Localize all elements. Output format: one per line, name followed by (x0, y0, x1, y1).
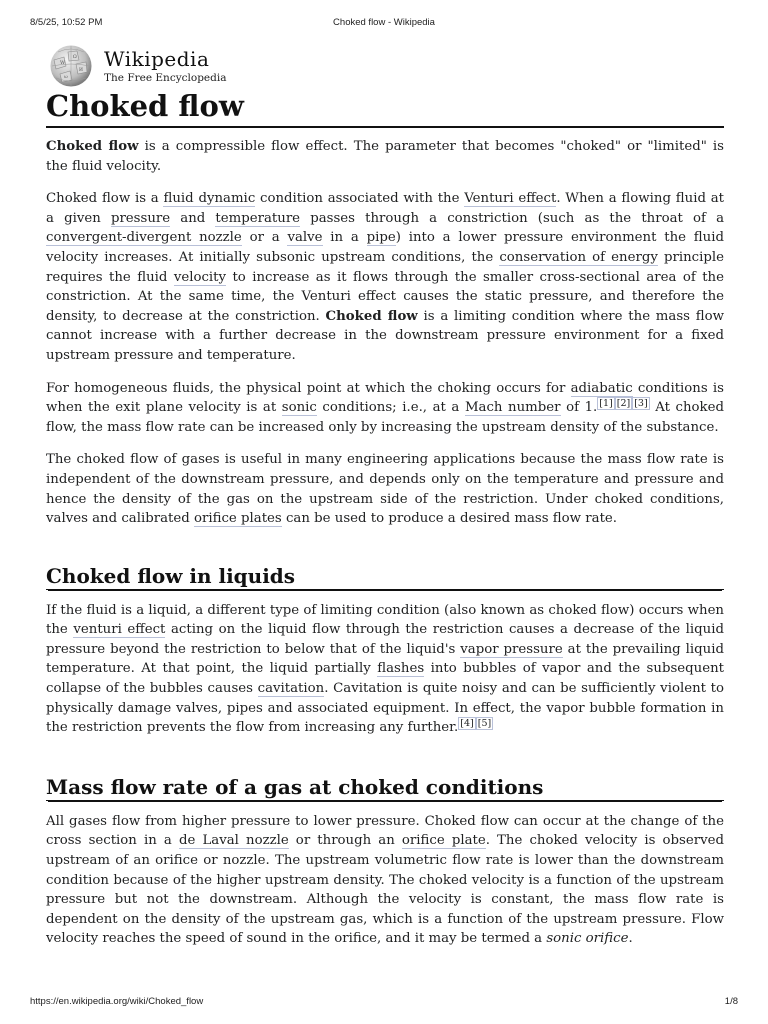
citation-label[interactable]: [3] (634, 398, 648, 410)
text: can be used to produce a desired mass flow rate. (281, 511, 618, 527)
citation-label[interactable]: [4] (460, 718, 474, 730)
page-title: Choked flow (46, 88, 724, 128)
text: in a (322, 230, 367, 246)
text: At choked flow, the mass flow rate can be increased only by increasing the upstream density of the substance. (46, 400, 724, 435)
print-footer (30, 996, 738, 1007)
intro-paragraph (46, 137, 724, 176)
text: For homogeneous fluids, the physical point at which the choking occurs for (46, 380, 571, 396)
paragraph-gas (46, 812, 724, 949)
link-sonic[interactable]: sonic (281, 400, 317, 416)
text: acting on the liquid flow through the restriction causes a decrease of the liquid pressure beyond the restriction to below that of the liquid's (46, 622, 724, 657)
print-page-title: Choked flow - Wikipedia (333, 17, 435, 28)
bold-term: Choked flow (325, 308, 418, 324)
svg-text:Ω: Ω (73, 55, 77, 60)
citation-3[interactable] (632, 397, 649, 410)
text: condition associated with the (255, 191, 465, 207)
globe-puzzle-icon (46, 44, 96, 88)
link-velocity[interactable]: velocity (173, 269, 227, 285)
wikipedia-logo[interactable] (46, 44, 226, 88)
citation-label[interactable]: [5] (477, 718, 492, 730)
link-fluid-dynamic[interactable]: fluid dynamic (163, 191, 256, 207)
emphasis-sonic-orifice: sonic orifice (546, 931, 629, 947)
paragraph-gases (46, 450, 724, 528)
text: Choked flow is a (46, 191, 164, 207)
text: . Cavitation is quite noisy and can be sufficiently violent to physically damage valves, pipes and associated equipment. In effect, the vapor bubble formation in the restriction prevents the flow from increasing any further. (46, 681, 724, 736)
link-adiabatic[interactable]: adiabatic (570, 380, 633, 396)
text: . The choked velocity is observed upstream of an orifice or nozzle. The upstream volumetric flow rate is lower than the downstream condition because of the higher upstream density. The choked velocity is a function of the upstream pressure but not the downstream. Although the velocity is constant, the mass flow rate is dependent on the density of the upstream gas, which is a function of the upstream pressure. Flow velocity reaches the speed of sound in the orifice, and it may be termed a (46, 833, 724, 947)
text: at the prevailing liquid temperature. At that point, the liquid partially (46, 641, 724, 677)
link-venturi-effect[interactable]: Venturi effect (464, 191, 557, 207)
text: passes through a constriction (such as the throat of a (300, 210, 725, 226)
paragraph-venturi (46, 189, 724, 365)
text: conditions is when the exit plane velocity is at (46, 380, 724, 416)
link-venturi-effect-2[interactable]: venturi effect (73, 622, 166, 638)
citation-label[interactable]: [1] (599, 398, 613, 410)
article-content (46, 88, 724, 949)
citation-2[interactable] (615, 397, 632, 410)
print-datetime: 8/5/25, 10:52 PM (30, 17, 103, 28)
citation-4[interactable] (458, 717, 475, 730)
link-conservation-of-energy[interactable]: conservation of energy (499, 249, 658, 265)
link-vapor-pressure[interactable]: vapor pressure (460, 641, 563, 657)
citation-label[interactable]: [2] (616, 398, 631, 410)
svg-text:W: W (60, 60, 66, 66)
link-de-laval-nozzle[interactable]: de Laval nozzle (178, 833, 289, 849)
link-temperature[interactable]: temperature (215, 210, 301, 226)
text: and (170, 210, 216, 226)
link-mach-number[interactable]: Mach number (464, 400, 561, 416)
link-cavitation[interactable]: cavitation (257, 681, 325, 697)
text: . When a flowing fluid at a given (46, 191, 724, 226)
text: If the fluid is a liquid, a different type of limiting condition (also known as choked flow) occurs when the (46, 602, 724, 638)
text: is a limiting condition where the mass flow cannot increase with a further decrease in the downstream pressure environment for a fixed upstream pressure and temperature. (46, 308, 724, 363)
citation-5[interactable] (476, 717, 493, 730)
text: or a (241, 230, 288, 246)
wordmark (104, 46, 227, 84)
link-orifice-plate[interactable]: orifice plate (401, 833, 486, 849)
section-heading-gas: Mass flow rate of a gas at choked conditions (46, 774, 724, 801)
link-flashes[interactable]: flashes (377, 661, 425, 677)
print-page-number: 1/8 (724, 996, 738, 1007)
print-header (30, 17, 738, 28)
text: or through an (288, 833, 402, 849)
svg-text:И: И (79, 68, 83, 73)
wordmark-tagline: The Free Encyclopedia (104, 71, 227, 84)
link-pressure[interactable]: pressure (110, 210, 171, 226)
citation-1[interactable] (597, 397, 614, 410)
paragraph-homogeneous (46, 379, 724, 438)
text: to increase as it flows through the smaller cross-sectional area of the constriction. At the same time, the Venturi effect causes the static pressure, and therefore the density, to decrease at the constriction. (46, 269, 724, 324)
link-valve[interactable]: valve (287, 230, 323, 246)
text: into bubbles of vapor and the subsequent collapse of the bubbles causes (46, 661, 724, 697)
text: conditions; i.e., at a (316, 400, 465, 416)
intro-bold-term: Choked flow (46, 139, 139, 154)
section-heading-liquids: Choked flow in liquids (46, 563, 724, 590)
print-url: https://en.wikipedia.org/wiki/Choked_flow (30, 996, 204, 1007)
text: All gases flow from higher pressure to lower pressure. Choked flow can occur at the change of the cross section in a (46, 813, 724, 849)
text: The choked flow of gases is useful in many engineering applications because the mass flow rate is independent of the downstream pressure, and depends only on the temperature and pressure and hence the density of the gas on the upstream side of the restriction. Under choked conditions, valves and calibrated (46, 452, 724, 527)
wordmark-name: Wikipedia (104, 46, 210, 71)
link-orifice-plates[interactable]: orifice plates (193, 511, 282, 527)
paragraph-liquids (46, 601, 724, 738)
text: is a compressible flow effect. The parameter that becomes "choked" or "limited" is the fluid velocity. (46, 139, 725, 174)
text: principle requires the fluid (46, 249, 725, 285)
text: of 1. (560, 400, 598, 416)
link-nozzle[interactable]: convergent-divergent nozzle (46, 230, 242, 246)
text: ) into a lower pressure environment the fluid velocity increases. At initially subsonic upstream conditions, the (46, 230, 724, 265)
link-pipe[interactable]: pipe (366, 230, 396, 246)
svg-text:ω: ω (64, 75, 68, 80)
text: . (628, 931, 633, 947)
